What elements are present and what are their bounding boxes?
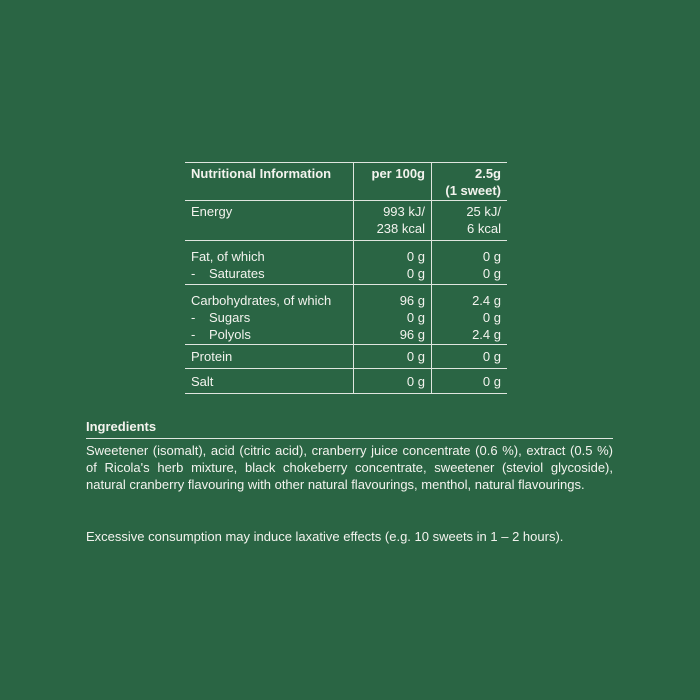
ingredients-text: Sweetener (isomalt), acid (citric acid), cranberry juice concentrate (0.6 %), extract (0.5 %) of Ricola's herb mixture, black chokeberry concentrate, sweetener (steviol glycoside), natural cranberry flavouring with other natural flavourings, menthol, natural flavourings. — [86, 443, 613, 492]
portion-header-unit: (1 sweet) — [445, 183, 501, 198]
energy-portion-kcal: 6 kcal — [467, 221, 501, 236]
carbohydrates-label: Carbohydrates, of which — [191, 293, 332, 308]
polyols-per100: 96 g — [399, 327, 425, 342]
salt-row — [185, 369, 507, 394]
polyols-label: Polyols — [209, 327, 251, 342]
sugars-dash: - — [191, 310, 196, 325]
carbohydrates-per100-values — [353, 285, 432, 344]
laxative-warning: Excessive consumption may induce laxative effects (e.g. 10 sweets in 1 – 2 hours). — [86, 529, 564, 544]
fat-per100: 0 g — [406, 249, 425, 264]
energy-portion-kj: 25 kJ/ — [466, 204, 501, 219]
sugars-portion: 0 g — [482, 310, 501, 325]
carbohydrates-portion-values — [432, 285, 507, 344]
polyols-portion: 2.4 g — [472, 327, 501, 342]
per-100g-header: per 100g — [353, 163, 432, 200]
energy-per100 — [353, 201, 432, 240]
fat-portion: 0 g — [482, 249, 501, 264]
polyols-dash: - — [191, 327, 196, 342]
protein-label: Protein — [191, 349, 233, 364]
fat-labels — [185, 241, 353, 284]
sugars-label: Sugars — [209, 310, 251, 325]
energy-label: Energy — [191, 204, 233, 219]
carbohydrates-labels — [185, 285, 353, 344]
fat-per100-values — [353, 241, 432, 284]
protein-row — [185, 345, 507, 369]
portion-header — [432, 163, 507, 200]
nutrition-table — [185, 162, 507, 394]
saturates-portion: 0 g — [482, 266, 501, 281]
salt-portion: 0 g — [482, 374, 501, 389]
saturates-dash: - — [191, 266, 196, 281]
fat-row — [185, 241, 507, 285]
nutrition-header-label: Nutritional Information — [191, 166, 332, 181]
salt-per100: 0 g — [353, 369, 432, 393]
sugars-per100: 0 g — [406, 310, 425, 325]
saturates-sublabel — [191, 265, 347, 282]
protein-per100: 0 g — [353, 345, 432, 368]
salt-label: Salt — [191, 374, 214, 389]
portion-header-size: 2.5g — [474, 166, 501, 181]
ingredients-section — [86, 418, 613, 493]
energy-per100-kcal: 238 kcal — [376, 221, 425, 236]
ingredients-title: Ingredients — [86, 418, 613, 439]
saturates-label: Saturates — [209, 266, 265, 281]
fat-label: Fat, of which — [191, 249, 265, 264]
energy-per100-kj: 993 kJ/ — [383, 204, 425, 219]
carbohydrates-row — [185, 285, 507, 345]
polyols-sublabel — [191, 326, 347, 343]
nutrition-header-row — [185, 162, 507, 201]
energy-portion — [432, 201, 507, 240]
sugars-sublabel — [191, 309, 347, 326]
protein-portion: 0 g — [482, 349, 501, 364]
fat-portion-values — [432, 241, 507, 284]
carbohydrates-portion: 2.4 g — [472, 293, 501, 308]
energy-row — [185, 201, 507, 241]
carbohydrates-per100: 96 g — [399, 293, 425, 308]
saturates-per100: 0 g — [406, 266, 425, 281]
